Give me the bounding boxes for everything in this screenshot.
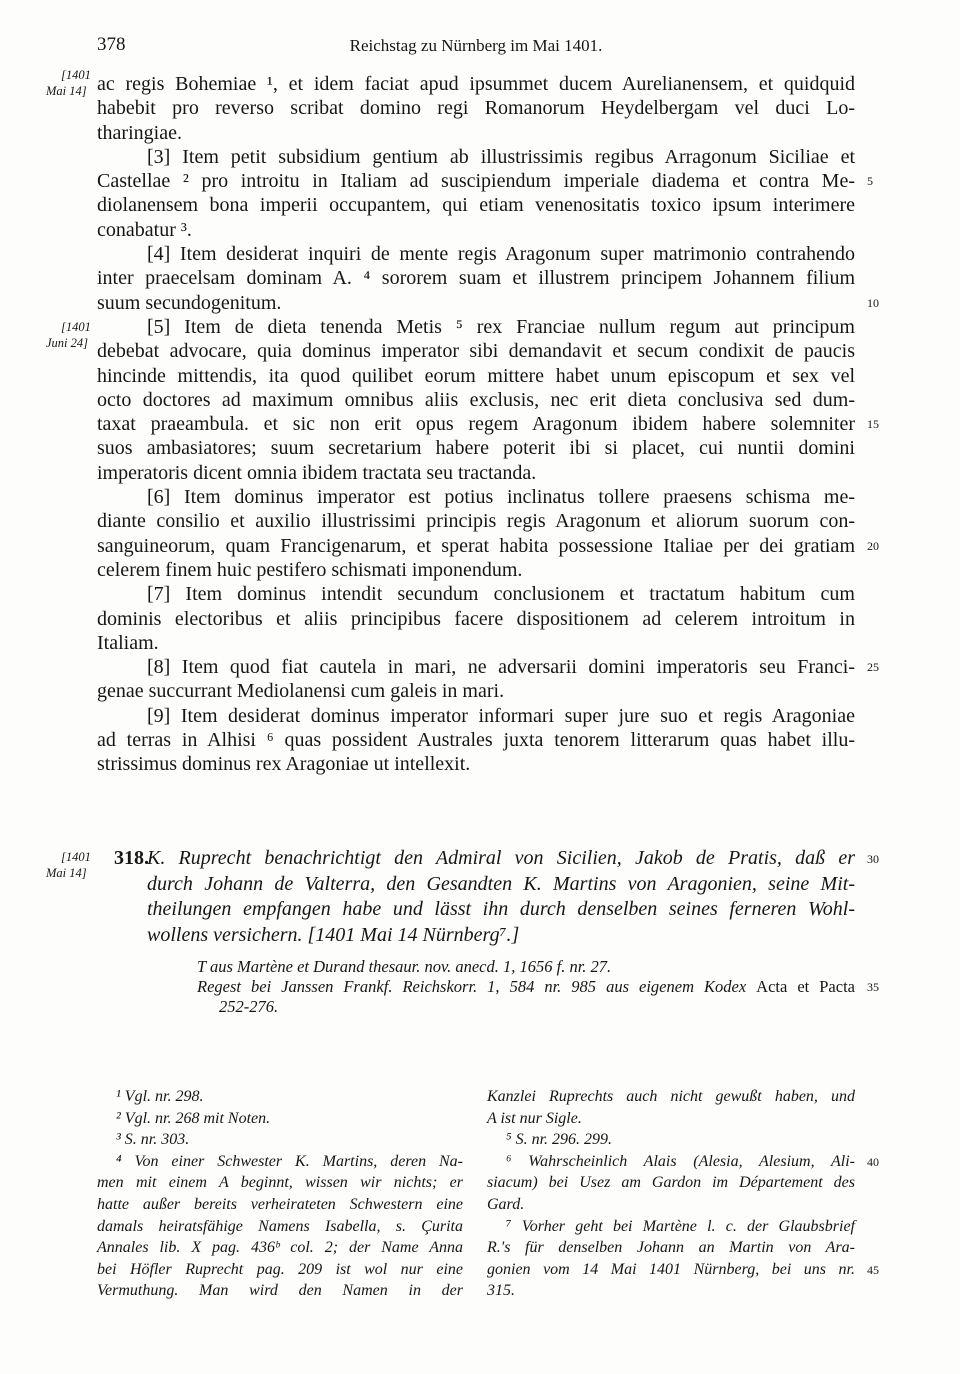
source-notes bbox=[197, 957, 879, 1017]
text-line-content: Italiam. bbox=[97, 631, 159, 654]
document-number: 318. bbox=[114, 847, 149, 869]
text-line bbox=[97, 485, 855, 509]
paragraph bbox=[97, 582, 855, 655]
paragraph bbox=[97, 145, 873, 242]
footnote-line bbox=[97, 1108, 463, 1130]
line-number: 25 bbox=[867, 660, 879, 675]
footnote-line bbox=[487, 1108, 855, 1130]
heading-line bbox=[147, 923, 855, 949]
margin-note-date: Juni 24] bbox=[46, 336, 89, 350]
text-line bbox=[97, 509, 855, 533]
line-number: 40 bbox=[867, 1154, 879, 1169]
margin-date-note bbox=[46, 849, 91, 881]
source-text: Regest bei Janssen Frankf. Reichskorr. 1, 584 nr. 985 aus eigenem Kodex bbox=[197, 977, 747, 996]
footnote-line bbox=[487, 1129, 855, 1151]
text-line-content: taxat praeambula. et sic non erit opus regem Aragonum ibidem habere solemniter bbox=[97, 413, 855, 436]
text-line-content: tharingiae. bbox=[97, 121, 182, 144]
footnote-line bbox=[97, 1172, 463, 1194]
text-line-content: imperatoris dicent omnia ibidem tractata seu tractanda. bbox=[97, 461, 537, 484]
text-line-content: habebit pro reverso scribat domino regi Romanorum Heydelbergam vel duci Lo- bbox=[97, 97, 855, 120]
margin-note-date: Mai 14] bbox=[46, 84, 87, 98]
text-line-content: conabatur ³. bbox=[97, 218, 192, 241]
line-number: 10 bbox=[867, 295, 879, 310]
footnote-text: damals heiratsfähige Namens Isabella, s. Çurita bbox=[97, 1217, 463, 1235]
text-line-content: hincinde mittendis, ita quod quilibet eorum mittere habet unum episcopum et sex vel bbox=[97, 364, 855, 387]
footnote-text: ⁴ Von einer Schwester K. Martins, deren Na- bbox=[116, 1152, 463, 1170]
text-line bbox=[97, 266, 855, 290]
footnote-text: siacum) bei Usez am Gardon im Département des bbox=[487, 1174, 855, 1192]
text-line bbox=[97, 582, 855, 606]
text-line-content: genae succurrant Mediolanensi cum galeis in mari. bbox=[97, 680, 505, 703]
footnote-text: A ist nur Sigle. bbox=[487, 1109, 582, 1127]
text-line-content: strissimus dominus rex Aragoniae ut intellexit. bbox=[97, 753, 471, 776]
running-title: Reichstag zu Nürnberg im Mai 1401. bbox=[349, 36, 603, 55]
footnote-text: Kanzlei Ruprechts auch nicht gewußt haben, und bbox=[487, 1088, 855, 1105]
text-line bbox=[97, 412, 879, 436]
text-line bbox=[97, 315, 855, 339]
text-line bbox=[97, 169, 873, 193]
line-number: 45 bbox=[867, 1262, 879, 1277]
text-line bbox=[97, 728, 855, 752]
text-line-content: [5] Item de dieta tenenda Metis ⁵ rex Franciae nullum regum aut principum bbox=[147, 315, 855, 338]
footnote-text: bei Höfler Ruprecht pag. 209 ist wol nur eine bbox=[97, 1260, 463, 1278]
text-line bbox=[97, 364, 855, 388]
line-number: 20 bbox=[867, 538, 879, 553]
text-line bbox=[97, 752, 855, 776]
source-text: 252-276. bbox=[219, 997, 279, 1016]
paragraph bbox=[97, 72, 855, 145]
document-heading bbox=[114, 846, 879, 948]
text-line bbox=[97, 96, 855, 120]
text-line bbox=[97, 339, 855, 363]
footnote-line bbox=[487, 1172, 855, 1194]
text-line-content: debebat advocare, quia dominus imperator sibi demandavit et secum condixit de paucis bbox=[97, 340, 855, 363]
text-line-content: octo doctores ad maximum omnibus aliis exclusis, nec erit dieta conclusiva sed dum- bbox=[97, 388, 855, 411]
footnote-text: Vermuthung. Man wird den Namen in der bbox=[97, 1282, 463, 1300]
text-line-content: suos ambasiatores; suum secretarium habere poterit ibi si placet, cui nuntii domini bbox=[97, 437, 855, 460]
footnote-text: ⁷ Vorher geht bei Martène l. c. der Glaubsbrief bbox=[506, 1217, 855, 1235]
paragraph bbox=[97, 485, 879, 582]
footnote-text: ² Vgl. nr. 268 mit Noten. bbox=[116, 1109, 271, 1127]
footnotes-right-column bbox=[487, 1086, 879, 1302]
text-line bbox=[97, 242, 855, 266]
text-line bbox=[97, 388, 855, 412]
line-number: 30 bbox=[867, 851, 879, 866]
heading-text: durch Johann de Valterra, den Gesandten K. Martins von Aragonien, seine Mit- bbox=[147, 872, 855, 895]
footnote-text: ⁶ Wahrscheinlich Alais (Alesia, Alesium, Ali- bbox=[506, 1152, 855, 1170]
margin-note-year: [1401 bbox=[61, 320, 91, 334]
text-line bbox=[97, 436, 855, 460]
paragraph bbox=[97, 655, 879, 704]
text-line bbox=[97, 704, 855, 728]
footnote-text: ¹ Vgl. nr. 298. bbox=[116, 1088, 204, 1105]
footnote-line bbox=[97, 1194, 463, 1216]
footnote-line bbox=[97, 1280, 463, 1302]
text-line bbox=[97, 534, 879, 558]
footnote-line bbox=[97, 1151, 463, 1173]
text-line bbox=[97, 607, 855, 631]
text-line-content: ac regis Bohemiae ¹, et idem faciat apud ipsummet ducem Aurelianensem, et quidquid bbox=[97, 73, 855, 95]
text-line-content: diante consilio et auxilio illustrissimi principis regis Aragonum et aliorum suorum con- bbox=[97, 510, 855, 533]
footnote-line bbox=[97, 1086, 463, 1108]
text-line-content: celerem finem huic pestifero schismati imponendum. bbox=[97, 558, 523, 581]
text-line-content: diolanensem bona imperii occupantem, qui etiam venenositatis toxico ipsum interimere bbox=[97, 194, 855, 217]
heading-line bbox=[147, 872, 855, 898]
text-line-content: inter praecelsam dominam A. ⁴ sororem suam et illustrem principem Johannem filium bbox=[97, 267, 855, 290]
footnote-line bbox=[487, 1216, 855, 1238]
heading-text: wollens versichern. [1401 Mai 14 Nürnberg⁷.] bbox=[147, 923, 520, 946]
footnotes-left-column bbox=[97, 1086, 463, 1302]
footnote-text: hatte außer bereits verheirateten Schwestern eine bbox=[97, 1195, 463, 1213]
margin-note-year: [1401 bbox=[61, 850, 91, 864]
line-number: 15 bbox=[867, 417, 879, 432]
text-line bbox=[97, 291, 879, 315]
margin-note-date: Mai 14] bbox=[46, 866, 87, 880]
margin-date-note bbox=[46, 67, 91, 99]
heading-line bbox=[114, 846, 879, 872]
source-note bbox=[197, 977, 879, 997]
footnote-line bbox=[487, 1280, 855, 1302]
footnote-text: gonien vom 14 Mai 1401 Nürnberg, bei uns nr. bbox=[487, 1260, 855, 1278]
text-line bbox=[97, 655, 879, 679]
footnote-line bbox=[97, 1237, 463, 1259]
text-line-content: [4] Item desiderat inquiri de mente regis Aragonum super matrimonio contrahendo bbox=[147, 243, 855, 266]
paragraph bbox=[97, 704, 855, 777]
text-line bbox=[97, 218, 855, 242]
footnote-line bbox=[97, 1259, 463, 1281]
text-line-content: ad terras in Alhisi ⁶ quas possident Australes juxta tenorem litterarum quas habet illu- bbox=[97, 729, 855, 752]
footnote-line bbox=[487, 1259, 879, 1281]
text-line-content: dominis electoribus et aliis principibus facere dispositionem ad celerem introitum in bbox=[97, 607, 855, 630]
text-line bbox=[97, 461, 855, 485]
footnote-line bbox=[487, 1151, 879, 1173]
text-line-content: [7] Item dominus intendit secundum conclusionem et tractatum habitum cum bbox=[147, 583, 855, 606]
text-line bbox=[97, 631, 855, 655]
line-number: 5 bbox=[867, 174, 873, 189]
text-line-content: [6] Item dominus imperator est potius inclinatus tollere praesens schisma me- bbox=[147, 486, 855, 509]
text-line-content: [9] Item desiderat dominus imperator informari super jure suo et regis Aragoniae bbox=[147, 704, 855, 727]
text-line bbox=[97, 679, 855, 703]
text-line-content: [3] Item petit subsidium gentium ab illustrissimis regibus Arragonum Siciliae et bbox=[147, 145, 855, 168]
text-line bbox=[97, 558, 855, 582]
text-line-content: Castellae ² pro introitu in Italiam ad suscipiendum imperiale diadema et contra Me- bbox=[97, 170, 855, 193]
heading-text: K. Ruprecht benachrichtigt den Admiral von Sicilien, Jakob de Pratis, daß er bbox=[147, 847, 855, 869]
text-line bbox=[97, 193, 855, 217]
text-line-content: suum secundogenitum. bbox=[97, 291, 282, 314]
footnote-line bbox=[487, 1237, 855, 1259]
heading-line bbox=[147, 897, 855, 923]
footnote-line bbox=[97, 1216, 463, 1238]
text-line-content: [8] Item quod fiat cautela in mari, ne adversarii domini imperatoris seu Franci- bbox=[147, 656, 855, 679]
text-line bbox=[97, 121, 855, 145]
text-line bbox=[97, 145, 855, 169]
footnote-line bbox=[487, 1086, 855, 1108]
heading-text: theilungen empfangen habe und lässt ihn durch denselben seines ferneren Wohl- bbox=[147, 898, 855, 920]
margin-date-note bbox=[46, 319, 91, 351]
codex-title: Acta et Pacta bbox=[756, 977, 855, 996]
footnote-text: ⁵ S. nr. 296. 299. bbox=[506, 1131, 613, 1149]
paragraph bbox=[97, 242, 879, 315]
text-line bbox=[97, 72, 855, 96]
footnote-text: Annales lib. X pag. 436ᵇ col. 2; der Name Anna bbox=[97, 1239, 463, 1257]
source-text: T aus Martène et Durand thesaur. nov. anecd. 1, 1656 f. nr. 27. bbox=[197, 957, 612, 976]
footnote-text: men mit einem A beginnt, wissen wir nichts; er bbox=[97, 1174, 463, 1192]
source-note bbox=[197, 957, 855, 977]
paragraph bbox=[97, 315, 879, 485]
footnote-text: 315. bbox=[487, 1282, 515, 1300]
footnote-text: Gard. bbox=[487, 1195, 525, 1213]
body-text bbox=[97, 72, 879, 777]
footnote-text: ³ S. nr. 303. bbox=[116, 1131, 190, 1149]
margin-note-year: [1401 bbox=[61, 68, 91, 82]
page-number: 378 bbox=[97, 34, 126, 55]
line-number: 35 bbox=[867, 980, 879, 994]
source-continuation bbox=[197, 997, 855, 1017]
text-line-content: sanguineorum, quam Francigenarum, et sperat habita possessione Italiae per dei gratiam bbox=[97, 534, 855, 557]
footnote-line bbox=[487, 1194, 855, 1216]
footnote-text: R.'s für denselben Johann an Martin von Ara- bbox=[487, 1239, 855, 1257]
footnote-line bbox=[97, 1129, 463, 1151]
